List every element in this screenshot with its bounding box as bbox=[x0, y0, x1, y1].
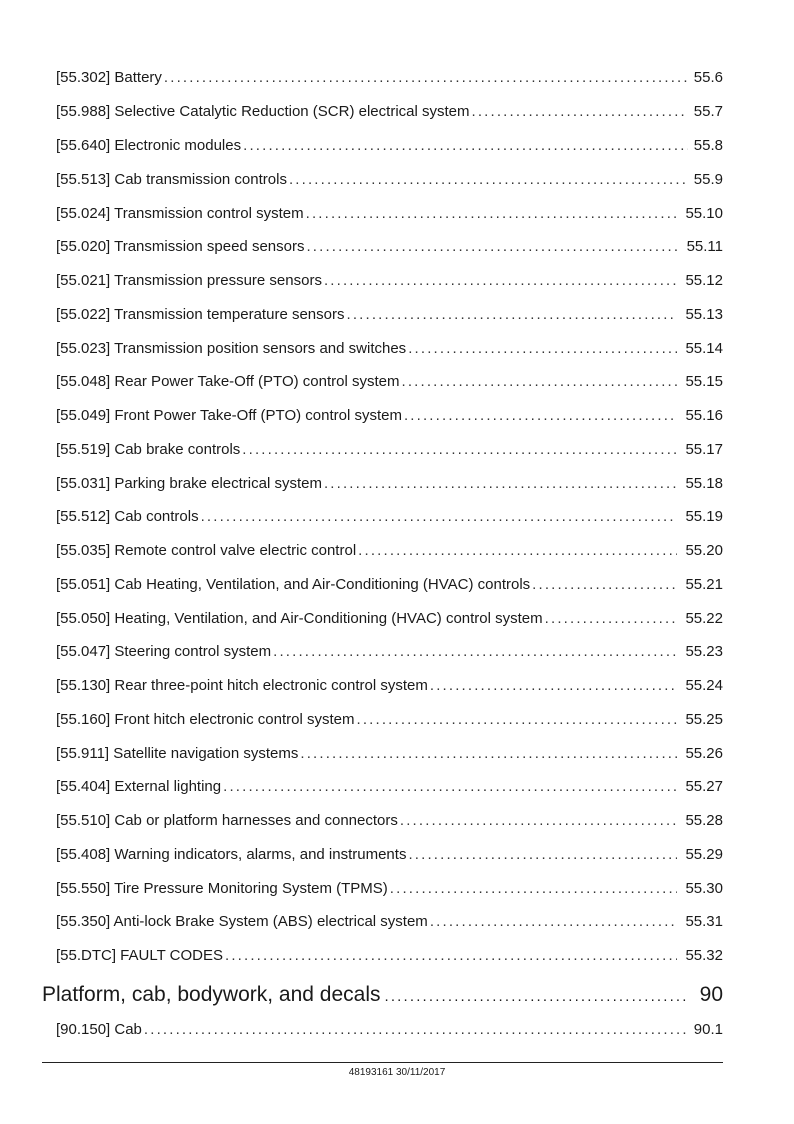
section-page: 90 bbox=[699, 983, 723, 1006]
toc-entry-label: [55.350] Anti-lock Brake System (ABS) electrical system bbox=[56, 913, 428, 930]
section-title: Platform, cab, bodywork, and decals bbox=[42, 983, 381, 1006]
toc-entry[interactable] bbox=[56, 67, 723, 89]
dot-leader bbox=[472, 101, 688, 123]
toc-entry-label: [55.130] Rear three-point hitch electronic control system bbox=[56, 677, 428, 694]
toc-entry-page: 55.17 bbox=[685, 441, 723, 458]
toc-entry[interactable] bbox=[56, 776, 723, 798]
toc-entry-label: [55.047] Steering control system bbox=[56, 643, 272, 660]
toc-entry[interactable] bbox=[56, 675, 723, 697]
toc-entry-label: [55.519] Cab brake controls bbox=[56, 441, 241, 458]
toc-entry-label: [55.023] Transmission position sensors and switches bbox=[56, 340, 407, 357]
toc-entry[interactable] bbox=[56, 1019, 723, 1041]
toc-entry-label: [55.640] Electronic modules bbox=[56, 137, 242, 154]
toc-entry[interactable] bbox=[56, 506, 723, 528]
toc-entry-page: 55.15 bbox=[685, 373, 723, 390]
dot-leader bbox=[358, 540, 677, 562]
toc-entry-label: [55.550] Tire Pressure Monitoring System (TPMS) bbox=[56, 880, 388, 897]
toc-entry[interactable] bbox=[56, 743, 723, 765]
toc-entry[interactable] bbox=[56, 810, 723, 832]
toc-entry[interactable] bbox=[56, 101, 723, 123]
toc-entry-page: 55.14 bbox=[685, 340, 723, 357]
toc-entry-page: 55.21 bbox=[685, 576, 723, 593]
toc-entry-label: [55.031] Parking brake electrical system bbox=[56, 475, 322, 492]
dot-leader bbox=[289, 169, 688, 191]
toc-entry-page: 55.30 bbox=[685, 880, 723, 897]
toc-entry[interactable] bbox=[56, 135, 723, 157]
toc-entry[interactable] bbox=[56, 473, 723, 495]
dot-leader bbox=[223, 776, 677, 798]
footer-document-id: 48193161 30/11/2017 bbox=[348, 1067, 446, 1078]
toc-section-heading[interactable] bbox=[42, 980, 723, 1010]
toc-entry-label: [55.049] Front Power Take-Off (PTO) control system bbox=[56, 407, 402, 424]
toc-entry[interactable] bbox=[56, 371, 723, 393]
toc-entry[interactable] bbox=[56, 270, 723, 292]
footer-divider bbox=[42, 1062, 723, 1063]
toc-entry[interactable] bbox=[56, 911, 723, 933]
toc-entry-page: 55.13 bbox=[685, 306, 723, 323]
toc-entry-page: 55.7 bbox=[693, 103, 723, 120]
toc-entry[interactable] bbox=[56, 574, 723, 596]
toc-entry-page: 55.9 bbox=[693, 171, 723, 188]
dot-leader bbox=[430, 675, 677, 697]
dot-leader bbox=[346, 304, 677, 326]
toc-entry-label: [90.150] Cab bbox=[56, 1021, 142, 1038]
dot-leader bbox=[385, 982, 690, 1012]
toc-entry-label: [55.160] Front hitch electronic control system bbox=[56, 711, 355, 728]
toc-entry-label: [55.021] Transmission pressure sensors bbox=[56, 272, 322, 289]
toc-entry[interactable] bbox=[56, 405, 723, 427]
toc-entry[interactable] bbox=[56, 709, 723, 731]
toc-entry[interactable] bbox=[56, 203, 723, 225]
toc-entry[interactable] bbox=[56, 641, 723, 663]
toc-entry-page: 55.31 bbox=[685, 913, 723, 930]
toc-entry-label: [55.513] Cab transmission controls bbox=[56, 171, 287, 188]
dot-leader bbox=[404, 405, 677, 427]
toc-entry-page: 90.1 bbox=[693, 1021, 723, 1038]
dot-leader bbox=[243, 135, 688, 157]
toc-entry-page: 55.25 bbox=[685, 711, 723, 728]
toc-entry-label: [55.911] Satellite navigation systems bbox=[56, 745, 299, 762]
toc-entry-label: [55.035] Remote control valve electric control bbox=[56, 542, 357, 559]
dot-leader bbox=[408, 338, 677, 360]
toc-entry-label: [55.051] Cab Heating, Ventilation, and Air-Conditioning (HVAC) controls bbox=[56, 576, 531, 593]
dot-leader bbox=[273, 641, 677, 663]
toc-entry-page: 55.22 bbox=[685, 610, 723, 627]
dot-leader bbox=[408, 844, 677, 866]
dot-leader bbox=[225, 945, 677, 967]
dot-leader bbox=[164, 67, 688, 89]
dot-leader bbox=[545, 608, 677, 630]
toc-entry-label: [55.510] Cab or platform harnesses and connectors bbox=[56, 812, 398, 829]
toc-entry-page: 55.12 bbox=[685, 272, 723, 289]
toc-entry[interactable] bbox=[56, 169, 723, 191]
toc-entry-label: [55.404] External lighting bbox=[56, 778, 222, 795]
dot-leader bbox=[242, 439, 677, 461]
toc-entry-page: 55.28 bbox=[685, 812, 723, 829]
toc-entry[interactable] bbox=[56, 608, 723, 630]
dot-leader bbox=[356, 709, 677, 731]
toc-entry-label: [55.512] Cab controls bbox=[56, 508, 199, 525]
dot-leader bbox=[390, 878, 677, 900]
toc-entry-page: 55.23 bbox=[685, 643, 723, 660]
toc-entry-label: [55.048] Rear Power Take-Off (PTO) control system bbox=[56, 373, 400, 390]
toc-entry-page: 55.19 bbox=[685, 508, 723, 525]
dot-leader bbox=[324, 473, 677, 495]
toc-entry-page: 55.11 bbox=[686, 238, 723, 255]
toc-entry-page: 55.16 bbox=[685, 407, 723, 424]
toc-entry-page: 55.26 bbox=[685, 745, 723, 762]
toc-entry-label: [55.408] Warning indicators, alarms, and instruments bbox=[56, 846, 407, 863]
dot-leader bbox=[430, 911, 677, 933]
dot-leader bbox=[401, 371, 677, 393]
toc-entry-label: [55.024] Transmission control system bbox=[56, 205, 304, 222]
toc-entry-page: 55.10 bbox=[685, 205, 723, 222]
dot-leader bbox=[201, 506, 677, 528]
dot-leader bbox=[300, 743, 677, 765]
dot-leader bbox=[400, 810, 677, 832]
toc-entry-label: [55.DTC] FAULT CODES bbox=[56, 947, 223, 964]
toc-entry[interactable] bbox=[56, 236, 723, 258]
toc-entry[interactable] bbox=[56, 945, 723, 967]
dot-leader bbox=[306, 236, 677, 258]
dot-leader bbox=[324, 270, 677, 292]
toc-entry-page: 55.24 bbox=[685, 677, 723, 694]
toc-entry-label: [55.050] Heating, Ventilation, and Air-Conditioning (HVAC) control system bbox=[56, 610, 543, 627]
toc-entry-label: [55.302] Battery bbox=[56, 69, 162, 86]
toc-entry-page: 55.32 bbox=[685, 947, 723, 964]
toc-entry[interactable] bbox=[56, 878, 723, 900]
toc-entry[interactable] bbox=[56, 439, 723, 461]
toc-entry-page: 55.6 bbox=[693, 69, 723, 86]
toc-entry-label: [55.988] Selective Catalytic Reduction (SCR) electrical system bbox=[56, 103, 470, 120]
dot-leader bbox=[306, 203, 677, 225]
toc-entry[interactable] bbox=[56, 304, 723, 326]
toc-entry-page: 55.27 bbox=[685, 778, 723, 795]
dot-leader bbox=[532, 574, 677, 596]
toc-entry-page: 55.20 bbox=[685, 542, 723, 559]
toc-entry-label: [55.020] Transmission speed sensors bbox=[56, 238, 305, 255]
toc-entry[interactable] bbox=[56, 844, 723, 866]
dot-leader bbox=[144, 1019, 688, 1041]
toc-entry[interactable] bbox=[56, 540, 723, 562]
toc-entry-page: 55.18 bbox=[685, 475, 723, 492]
toc-entry-page: 55.29 bbox=[685, 846, 723, 863]
toc-entry[interactable] bbox=[56, 338, 723, 360]
toc-entry-label: [55.022] Transmission temperature sensors bbox=[56, 306, 345, 323]
toc-entry-page: 55.8 bbox=[693, 137, 723, 154]
